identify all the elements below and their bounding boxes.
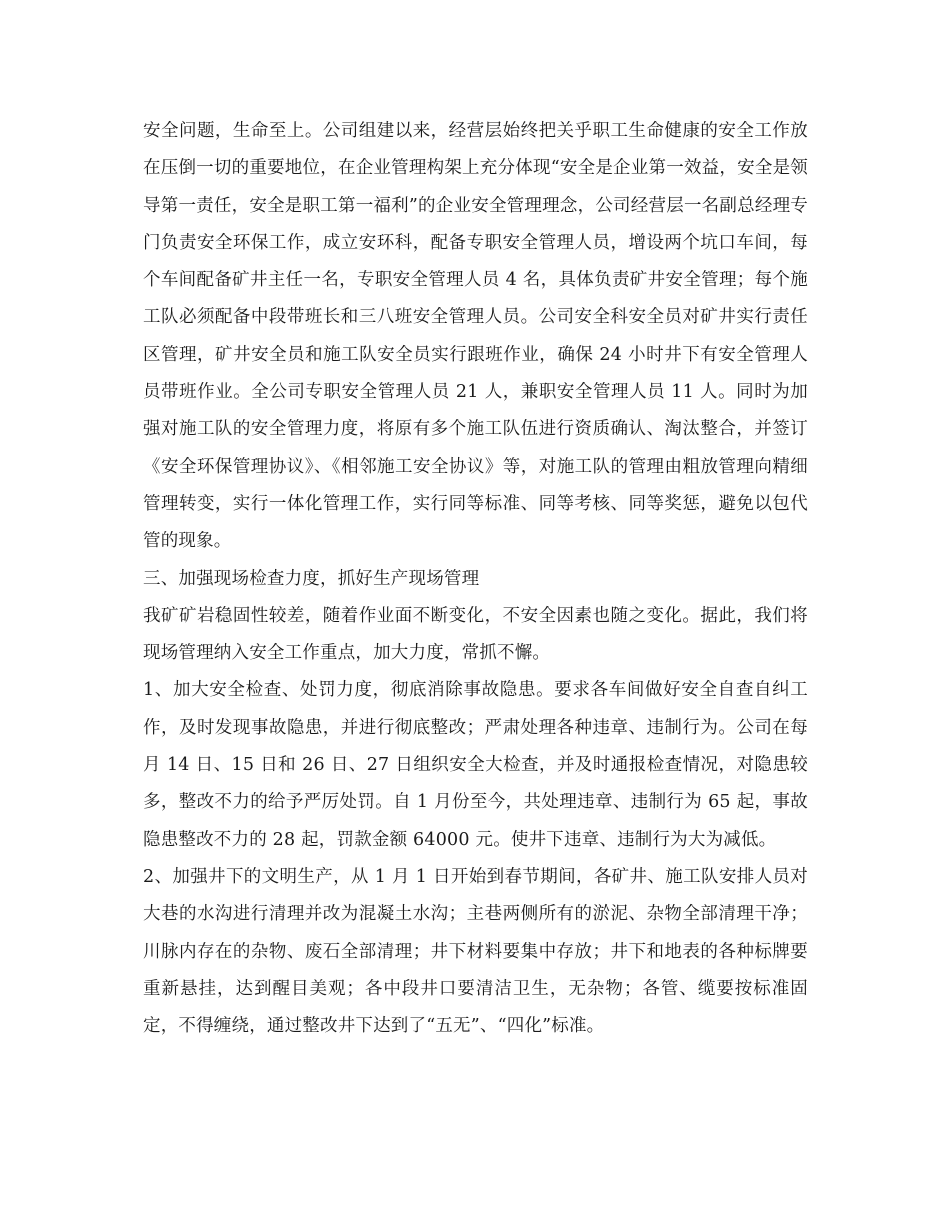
- paragraph-item-1-inspection-penalty: 1、加大安全检查、处罚力度，彻底消除事故隐患。要求各车间做好安全自查自纠工作，及时发现事故隐患，并进行彻底整改；严肃处理各种违章、违制行为。公司在每月 14 日、15 日和 26 日、27 日组织安全大检查，并及时通报检查情况，对隐患较多，整改不力的给予严厉处罚。自 1 月份至今，共处理违章、违制行为 65 起，事故隐患整改不力的 28 起，罚款金额 64000 元。使井下违章、违制行为大为减低。: [143, 680, 808, 850]
- paragraph-site-management-intro: 我矿矿岩稳固性较差，随着作业面不断变化，不安全因素也随之变化。据此，我们将现场管理纳入安全工作重点，加大力度，常抓不懈。: [143, 605, 808, 664]
- paragraph-safety-management: 安全问题，生命至上。公司组建以来，经营层始终把关乎职工生命健康的安全工作放在压倒一切的重要地位，在企业管理构架上充分体现“安全是企业第一效益，安全是领导第一责任，安全是职工第一福利”的企业安全管理理念，公司经营层一名副总经理专门负责安全环保工作，成立安环科，配备专职安全管理人员，增设两个坑口车间，每个车间配备矿井主任一名，专职安全管理人员 4 名，具体负责矿井安全管理；每个施工队必须配备中段带班长和三八班安全管理人员。公司安全科安全员对矿井实行责任区管理，矿井安全员和施工队安全员实行跟班作业，确保 24 小时井下有安全管理人员带班作业。全公司专职安全管理人员 21 人，兼职安全管理人员 11 人。同时为加强对施工队的安全管理力度，将原有多个施工队伍进行资质确认、淘汰整合，并签订《安全环保管理协议》、《相邻施工安全协议》等，对施工队的管理由粗放管理向精细管理转变，实行一体化管理工作，实行同等标准、同等考核、同等奖惩，避免以包代管的现象。: [143, 121, 808, 552]
- paragraph-item-2-civilized-production: 2、加强井下的文明生产，从 1 月 1 日开始到春节期间，各矿井、施工队安排人员对大巷的水沟进行清理并改为混凝土水沟；主巷两侧所有的淤泥、杂物全部清理干净；川脉内存在的杂物、废石全部清理；井下材料要集中存放；井下和地表的各种标牌要重新悬挂，达到醒目美观；各中段井口要清洁卫生，无杂物；各管、缆要按标准固定，不得缠绕，通过整改井下达到了“五无”、“四化”标准。: [143, 866, 808, 1037]
- document-body: [143, 113, 808, 1045]
- section-heading-site-inspection: 三、加强现场检查力度，抓好生产现场管理: [143, 568, 480, 589]
